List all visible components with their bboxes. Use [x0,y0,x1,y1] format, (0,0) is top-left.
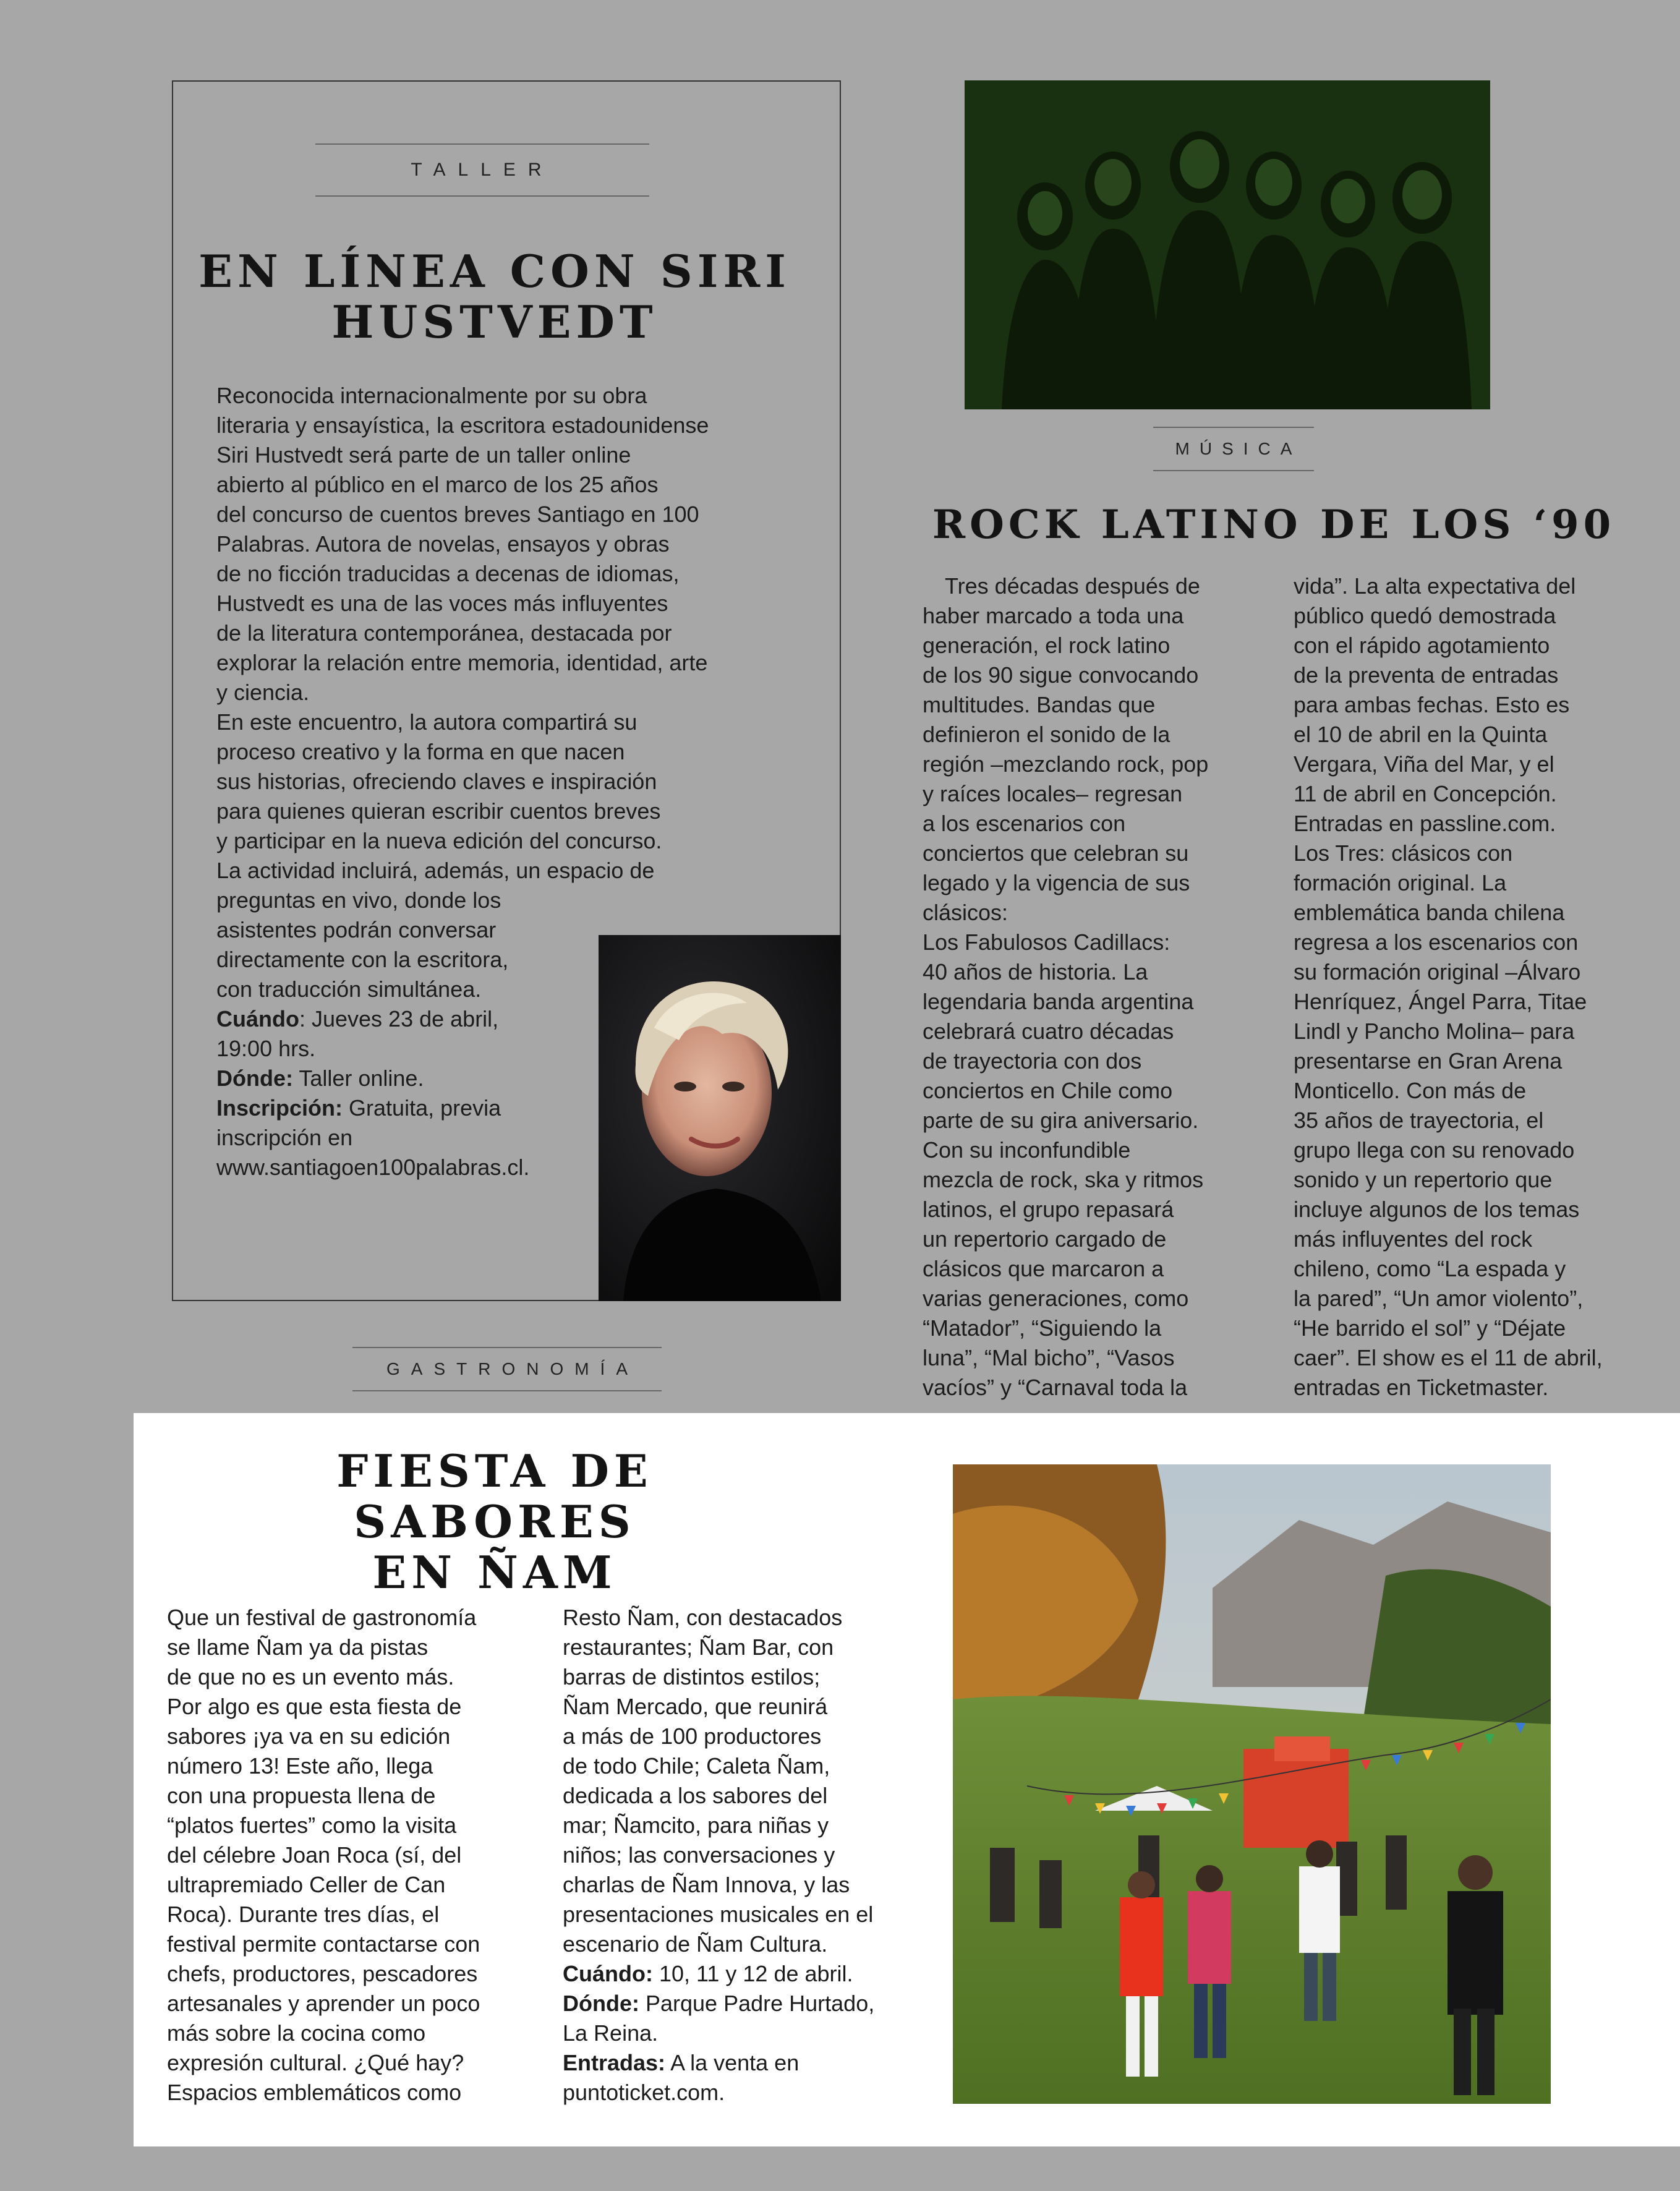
musica-line: legado y la vigencia de sus [923,870,1190,895]
taller-registration-line2: inscripción en [216,1125,353,1150]
taller-registration-value: Gratuita, previa [343,1095,501,1121]
musica-line: su formación original –Álvaro [1294,959,1581,984]
gastronomia-col2 [563,1603,946,2108]
taller-line: asistentes podrán conversar [216,917,497,942]
siri-hustvedt-portrait [599,935,841,1301]
musica-line: presentarse en Gran Arena [1294,1048,1563,1074]
taller-line: Reconocida internacionalmente por su obra [216,383,647,408]
gastronomia-line: más sobre la cocina como [167,2020,426,2046]
gastronomia-line: niños; las conversaciones y [563,1842,835,1868]
musica-line: la pared”, “Un amor violento”, [1294,1286,1584,1311]
musica-line: el 10 de abril en la Quinta [1294,722,1548,747]
musica-line: región –mezclando rock, pop [923,751,1209,777]
taller-line: sus historias, ofreciendo claves e inspiración [216,769,657,794]
musica-line: 40 años de historia. La [923,959,1148,984]
gastronomia-line: charlas de Ñam Innova, y las [563,1872,850,1897]
musica-line: “He barrido el sol” y “Déjate [1294,1315,1566,1341]
musica-line: con el rápido agotamiento [1294,633,1550,658]
gastronomia-line: a más de 100 productores [563,1723,822,1749]
musica-line: 35 años de trayectoria, el [1294,1108,1544,1133]
musica-line: Monticello. Con más de [1294,1078,1527,1103]
musica-line: caer”. El show es el 11 de abril, [1294,1345,1603,1370]
musica-line: Los Fabulosos Cadillacs: [923,929,1170,955]
musica-line: Entradas en passline.com. [1294,811,1556,836]
taller-line: del concurso de cuentos breves Santiago en 100 [216,502,699,527]
musica-line: Vergara, Viña del Mar, y el [1294,751,1554,777]
musica-line: Con su inconfundible [923,1137,1131,1163]
musica-line: más influyentes del rock [1294,1226,1533,1252]
musica-line: vida”. La alta expectativa del [1294,573,1576,599]
musica-line: Tres décadas después de [945,573,1200,599]
musica-line: regresa a los escenarios con [1294,929,1579,955]
gastronomia-line: presentaciones musicales en el [563,1902,874,1927]
musica-line: “Matador”, “Siguiendo la [923,1315,1162,1341]
gastronomia-line: escenario de Ñam Cultura. [563,1931,828,1957]
gastronomia-when-label: Cuándo: [563,1961,653,1986]
musica-line: clásicos que marcaron a [923,1256,1164,1281]
gastronomia-line: de todo Chile; Caleta Ñam, [563,1753,830,1779]
taller-where-value: Taller online. [292,1066,424,1091]
taller-line: con traducción simultánea. [216,976,482,1002]
gastronomia-line: Por algo es que esta fiesta de [167,1694,462,1719]
musica-line: mezcla de rock, ska y ritmos [923,1167,1204,1192]
gastronomia-tickets-value: A la venta en [665,2050,799,2075]
gastronomia-tickets-label: Entradas: [563,2050,666,2075]
musica-line: incluye algunos de los temas [1294,1197,1580,1222]
musica-line: 11 de abril en Concepción. [1294,781,1557,806]
gastronomia-line: sabores ¡ya va en su edición [167,1723,451,1749]
gastronomia-line: Ñam Mercado, que reunirá [563,1694,828,1719]
taller-title-line2: HUSTVEDT [331,296,658,348]
gastronomia-col1 [167,1603,550,2108]
taller-where-label: Dónde: [216,1066,293,1091]
musica-line: a los escenarios con [923,811,1126,836]
musica-line: celebrará cuatro décadas [923,1019,1174,1044]
musica-line: generación, el rock latino [923,633,1170,658]
gastronomia-line: Espacios emblemáticos como [167,2080,462,2105]
taller-line: En este encuentro, la autora compartirá su [216,709,637,735]
gastronomia-line: número 13! Este año, llega [167,1753,433,1779]
gastronomia-when [563,1959,946,1989]
taller-line: y participar en la nueva edición del concurso. [216,828,662,853]
gastronomia-when-value: 10, 11 y 12 de abril. [652,1961,853,1986]
musica-line: emblemática banda chilena [1294,900,1565,925]
taller-kicker: TALLER [315,143,649,197]
musica-col2 [1294,571,1671,1403]
gastronomia-where-label: Dónde: [563,1991,639,2016]
musica-line: chileno, como “La espada y [1294,1256,1566,1281]
musica-line: parte de su gira aniversario. [923,1108,1199,1133]
gastronomia-line: con una propuesta llena de [167,1783,436,1808]
musica-line: un repertorio cargado de [923,1226,1167,1252]
gastronomia-line: mar; Ñamcito, para niñas y [563,1813,829,1838]
musica-line: latinos, el grupo repasará [923,1197,1174,1222]
musica-line: definieron el sonido de la [923,722,1170,747]
gastronomia-where-value: Parque Padre Hurtado, [639,1991,875,2016]
gastronomia-line: restaurantes; Ñam Bar, con [563,1634,834,1660]
taller-when-value: : Jueves 23 de abril, [299,1006,499,1031]
taller-when-label: Cuándo [216,1006,299,1031]
musica-line: haber marcado a toda una [923,603,1184,628]
gastronomia-tickets-url: puntoticket.com. [563,2080,725,2105]
taller-when-time: 19:00 hrs. [216,1036,316,1061]
gastronomia-line: festival permite contactarse con [167,1931,480,1957]
taller-line: para quienes quieran escribir cuentos breves [216,798,661,824]
gastronomia-where-line2: La Reina. [563,2020,659,2046]
musica-line: conciertos en Chile como [923,1078,1173,1103]
taller-line: explorar la relación entre memoria, identidad, arte [216,650,708,675]
gastronomia-line: barras de distintos estilos; [563,1664,821,1689]
musica-line: de la preventa de entradas [1294,662,1559,688]
taller-line: Hustvedt es una de las voces más influyentes [216,591,668,616]
musica-line: conciertos que celebran su [923,840,1189,866]
gastronomia-where [563,1989,946,2018]
gastronomia-line: Roca). Durante tres días, el [167,1902,440,1927]
taller-line: abierto al público en el marco de los 25 años [216,472,659,497]
musica-col1 [923,571,1269,1403]
musica-line: multitudes. Bandas que [923,692,1156,717]
musica-line: Los Tres: clásicos con [1294,840,1513,866]
musica-title: ROCK LATINO DE LOS ‘90 [932,502,1616,548]
musica-line: Lindl y Pancho Molina– para [1294,1019,1575,1044]
gastronomia-line: expresión cultural. ¿Qué hay? [167,2050,464,2075]
taller-line: directamente con la escritora, [216,947,509,972]
festival-photo [953,1464,1551,2104]
musica-line: para ambas fechas. Esto es [1294,692,1570,717]
gastronomia-tickets [563,2048,946,2078]
gastronomia-line: “platos fuertes” como la visita [167,1813,457,1838]
festival-illustration [953,1464,1551,2104]
taller-line: proceso creativo y la forma en que nacen [216,739,625,764]
musica-line: Henríquez, Ángel Parra, Titae [1294,989,1587,1014]
gastronomia-line: del célebre Joan Roca (sí, del [167,1842,462,1868]
taller-line: Palabras. Autora de novelas, ensayos y obras [216,531,670,557]
gastronomia-title-line2: EN ÑAM [372,1546,617,1599]
musica-line: formación original. La [1294,870,1507,895]
musica-line: de trayectoria con dos [923,1048,1142,1074]
musica-line: legendaria banda argentina [923,989,1194,1014]
band-illustration [965,80,1490,409]
taller-line: preguntas en vivo, donde los [216,887,501,913]
musica-line: sonido y un repertorio que [1294,1167,1553,1192]
gastronomia-title-line1: FIESTA DE SABORES [336,1445,653,1548]
musica-line: y raíces locales– regresan [923,781,1183,806]
gastronomia-line: de que no es un evento más. [167,1664,454,1689]
musica-line: varias generaciones, como [923,1286,1189,1311]
gastronomia-kicker: GASTRONOMÍA [352,1347,662,1391]
gastronomia-title [185,1446,804,1598]
gastronomia-line: dedicada a los sabores del [563,1783,828,1808]
musica-line: grupo llega con su renovado [1294,1137,1575,1163]
taller-line: de no ficción traducidas a decenas de idiomas, [216,561,680,586]
taller-line: y ciencia. [216,680,310,705]
taller-line: de la literatura contemporánea, destacada por [216,620,672,646]
taller-registration-url: www.santiagoen100palabras.cl. [216,1155,530,1180]
taller-title-line1: EN LÍNEA CON SIRI [198,245,791,297]
gastronomia-line: chefs, productores, pescadores [167,1961,478,1986]
gastronomia-line: Resto Ñam, con destacados [563,1605,843,1630]
taller-line: literaria y ensayística, la escritora estadounidense [216,412,709,438]
taller-line: Siri Hustvedt será parte de un taller online [216,442,631,468]
gastronomia-line: Que un festival de gastronomía [167,1605,477,1630]
taller-line: La actividad incluirá, además, un espacio de [216,858,655,883]
musica-line: vacíos” y “Carnaval toda la [923,1375,1188,1400]
musica-kicker: MÚSICA [1153,427,1314,471]
musica-line: entradas en Ticketmaster. [1294,1375,1549,1400]
gastronomia-line: artesanales y aprender un poco [167,1991,480,2016]
gastronomia-line: se llame Ñam ya da pistas [167,1634,429,1660]
taller-title [185,246,804,348]
musica-line: clásicos: [923,900,1008,925]
musica-line: público quedó demostrada [1294,603,1556,628]
musica-line: luna”, “Mal bicho”, “Vasos [923,1345,1175,1370]
band-photo [965,80,1490,409]
gastronomia-line: ultrapremiado Celler de Can [167,1872,446,1897]
portrait-illustration [599,935,841,1301]
musica-line: de los 90 sigue convocando [923,662,1199,688]
taller-registration-label: Inscripción: [216,1095,343,1121]
